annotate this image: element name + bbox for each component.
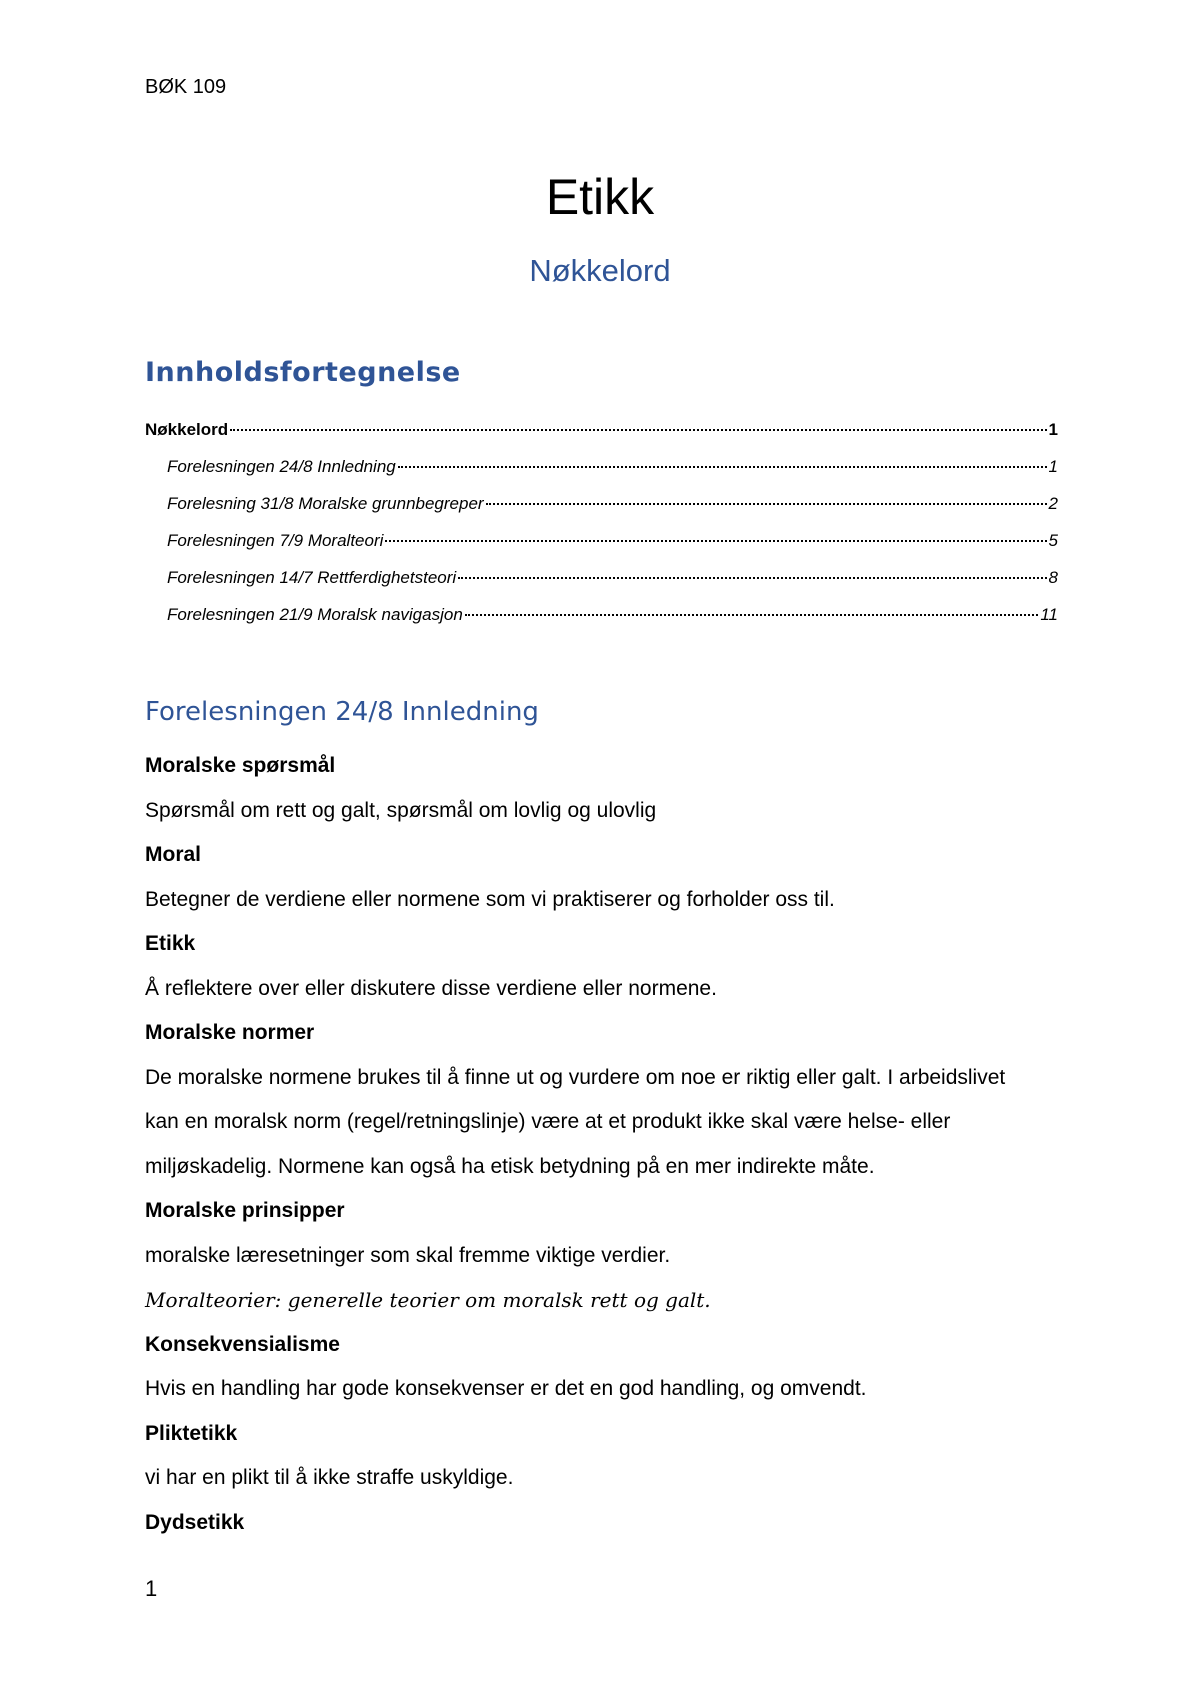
toc-leader-dots <box>486 503 1047 505</box>
paragraph: Spørsmål om rett og galt, spørsmål om lovlig og ulovlig <box>145 798 657 822</box>
toc-entry[interactable] <box>145 531 1058 568</box>
paragraph: De moralske normene brukes til å finne ut og vurdere om noe er riktig eller galt. I arbeidslivet <box>145 1065 1006 1089</box>
page-number: 1 <box>145 1576 158 1601</box>
document-title: Etikk <box>545 169 655 225</box>
term-heading: Moralske prinsipper <box>145 1199 345 1222</box>
toc-entry-page: 1 <box>1048 420 1058 439</box>
toc-entry[interactable] <box>145 605 1058 642</box>
term-heading: Konsekvensialisme <box>145 1332 340 1356</box>
toc-entry[interactable] <box>145 457 1058 494</box>
toc-entry[interactable] <box>145 494 1058 531</box>
section-body <box>145 744 1075 1545</box>
term-heading: Moralske normer <box>145 1021 315 1044</box>
term-heading: Dydsetikk <box>145 1510 245 1534</box>
paragraph: kan en moralsk norm (regel/retningslinje) være at et produkt ikke skal være helse- eller <box>145 1110 951 1133</box>
toc-entry-label: Forelesningen 14/7 Rettferdighetsteori <box>167 568 457 587</box>
table-of-contents <box>145 420 1058 642</box>
toc-entry-page: 2 <box>1048 494 1058 513</box>
toc-entry-label: Forelesningen 7/9 Moralteori <box>167 531 384 550</box>
toc-entry-label: Nøkkelord <box>145 420 229 439</box>
toc-leader-dots <box>385 540 1046 542</box>
paragraph: miljøskadelig. Normene kan også ha etisk betydning på en mer indirekte måte. <box>145 1154 875 1178</box>
term-heading: Moral <box>145 843 202 866</box>
paragraph: Betegner de verdiene eller normene som vi praktiserer og forholder oss til. <box>145 887 835 911</box>
toc-entry-page: 11 <box>1040 605 1058 624</box>
paragraph: vi har en plikt til å ikke straffe uskyldige. <box>145 1466 514 1489</box>
page-header: BØK 109 <box>145 76 227 98</box>
toc-heading: Innholdsfortegnelse <box>145 357 461 388</box>
toc-entry-label: Forelesningen 21/9 Moralsk navigasjon <box>167 605 463 624</box>
document-subtitle: Nøkkelord <box>529 253 671 288</box>
toc-entry-label: Forelesning 31/8 Moralske grunnbegreper <box>167 494 484 513</box>
toc-leader-dots <box>458 577 1046 579</box>
toc-entry-page: 1 <box>1048 457 1058 476</box>
term-heading: Pliktetikk <box>145 1421 238 1445</box>
term-heading: Moralske spørsmål <box>145 754 336 777</box>
section-heading: Forelesningen 24/8 Innledning <box>145 697 539 727</box>
toc-entry-page: 5 <box>1048 531 1058 550</box>
toc-entry[interactable] <box>145 420 1058 457</box>
paragraph: Moralteorier: generelle teorier om moralsk rett og galt. <box>145 1288 711 1312</box>
paragraph: Å reflektere over eller diskutere disse verdiene eller normene. <box>145 976 717 1000</box>
toc-leader-dots <box>230 429 1046 431</box>
toc-entry-label: Forelesningen 24/8 Innledning <box>167 457 396 476</box>
toc-leader-dots <box>465 614 1039 616</box>
paragraph: Hvis en handling har gode konsekvenser er det en god handling, og omvendt. <box>145 1377 867 1400</box>
toc-leader-dots <box>398 466 1047 468</box>
paragraph: moralske læresetninger som skal fremme viktige verdier. <box>145 1243 671 1267</box>
toc-entry[interactable] <box>145 568 1058 605</box>
term-heading: Etikk <box>145 932 196 955</box>
toc-entry-page: 8 <box>1048 568 1058 587</box>
